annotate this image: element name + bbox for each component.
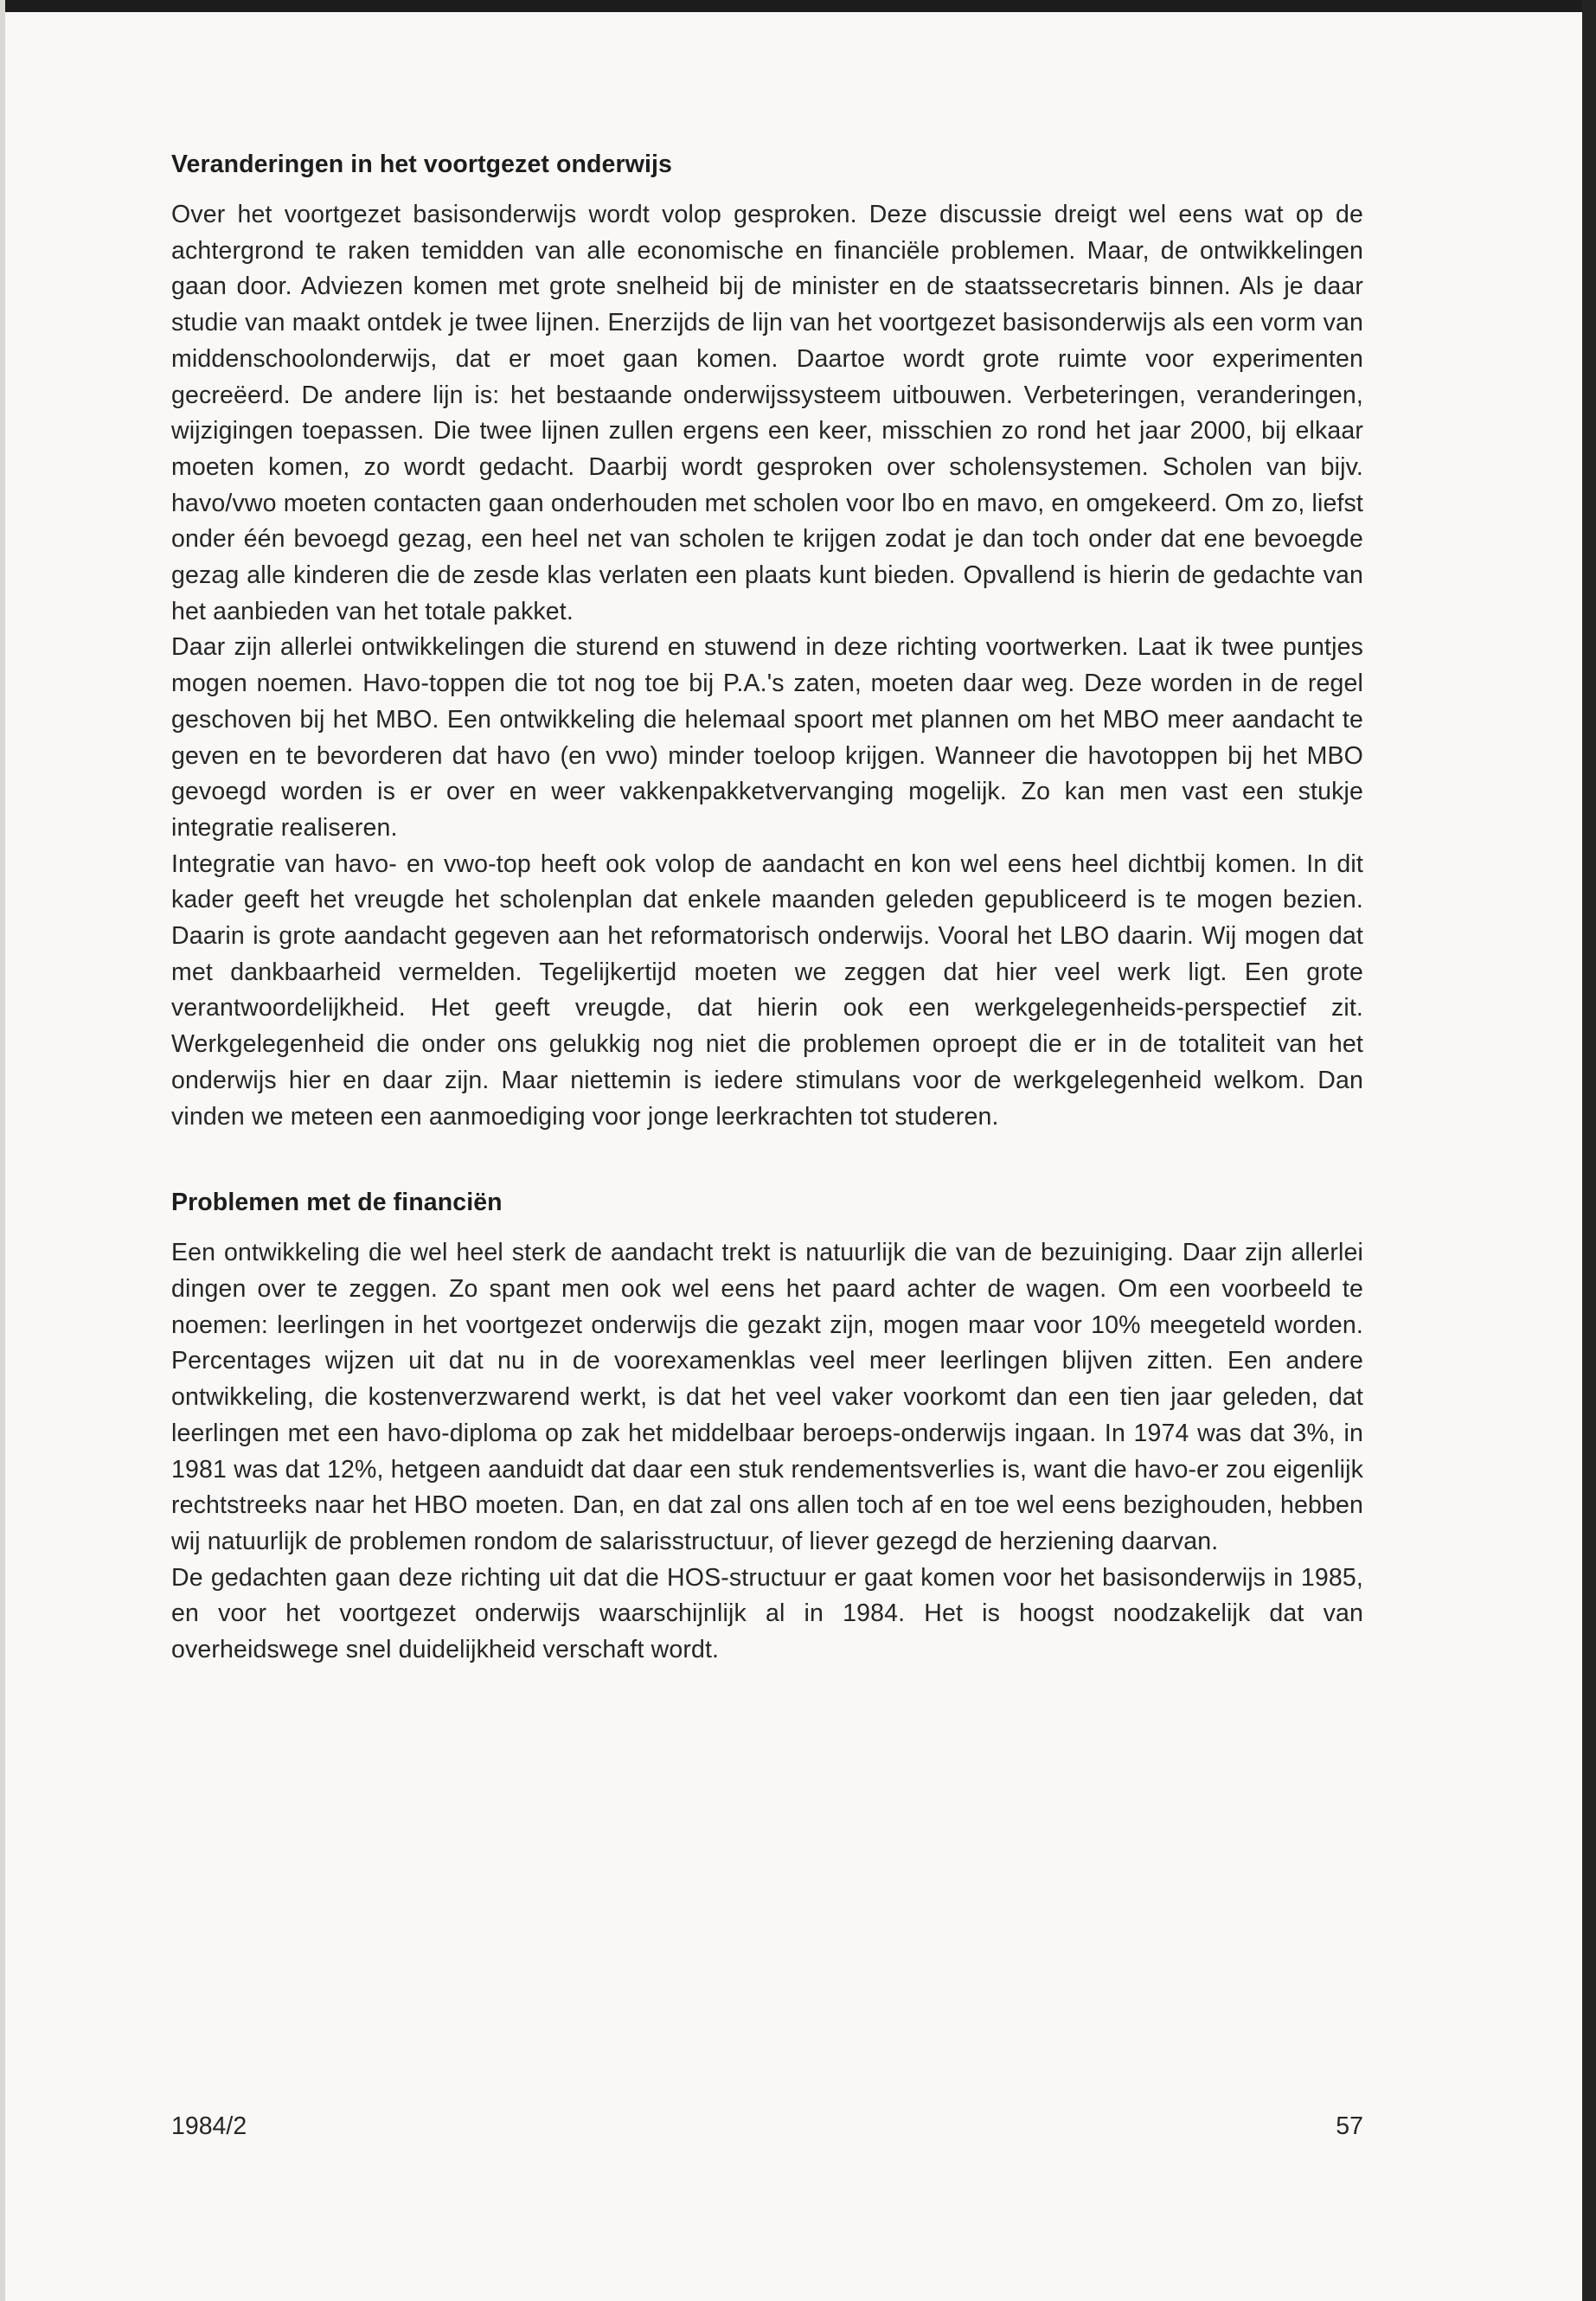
paragraph: Daar zijn allerlei ontwikkelingen die sturend en stuwend in deze richting voortwerken. Laat ik twee puntjes mogen noemen. Havo-toppen die tot nog toe bij P.A.'s zaten, moeten daar weg. Deze worden in de regel geschoven bij het MBO. Een ontwikkeling die helemaal spoort met plannen om het MBO meer aandacht te geven en te bevorderen dat havo (en vwo) minder toeloop krijgen. Wanneer die havotoppen bij het MBO gevoegd worden is er over en weer vakkenpakketvervanging mogelijk. Zo kan men vast een stukje integratie realiseren. (171, 633, 1363, 842)
section-heading-veranderingen: Veranderingen in het voortgezet onderwijs (171, 151, 672, 178)
paragraph: Integratie van havo- en vwo-top heeft ook volop de aandacht en kon wel eens heel dichtbij komen. In dit kader geeft het vreugde het scholenplan dat enkele maanden geleden gepubliceerd is te mogen bezien. Daarin is grote aandacht gegeven aan het reformatorisch onderwijs. Vooral het LBO daarin. Wij mogen dat met dankbaarheid vermelden. Tegelijkertijd moeten we zeggen dat hier veel werk ligt. Een grote verantwoordelijkheid. Het geeft vreugde, dat hierin ook een werkgelegenheids-perspectief zit. Werkgelegenheid die onder ons gelukkig nog niet die problemen oproept die er in de totaliteit van het onderwijs hier en daar zijn. Maar niettemin is iedere stimulans voor de werkgelegenheid welkom. Dan vinden we meteen een aanmoediging voor jonge leerkrachten tot studeren. (171, 849, 1363, 1131)
paragraph: Over het voortgezet basisonderwijs wordt volop gesproken. Deze discussie dreigt wel eens wat op de achtergrond te raken temidden van alle economische en financiële problemen. Maar, de ontwikkelingen gaan door. Adviezen komen met grote snelheid bij de minister en de staatssecretaris binnen. Als je daar studie van maakt ontdek je twee lijnen. Enerzijds de lijn van het voortgezet basisonderwijs als een vorm van middenschoolonderwijs, dat er moet gaan komen. Daartoe wordt grote ruimte voor experimenten gecreëerd. De andere lijn is: het bestaande onderwijssysteem uitbouwen. Verbeteringen, veranderingen, wijzigingen toepassen. Die twee lijnen zullen ergens een keer, misschien zo rond het jaar 2000, bij elkaar moeten komen, zo wordt gedacht. Daarbij wordt gesproken over scholensystemen. Scholen van bijv. havo/vwo moeten contacten gaan onderhouden met scholen voor lbo en mavo, en omgekeerd. Om zo, liefst onder één bevoegd gezag, een heel net van scholen te krijgen zodat je dan toch onder dat ene bevoegde gezag alle kinderen die de zesde klas verlaten een plaats kunt bieden. Opvallend is hierin de gedachte van het aanbieden van het totale pakket. (171, 201, 1363, 625)
article-body (171, 147, 1363, 1669)
scan-border-right (1582, 0, 1596, 2301)
section-heading-financien: Problemen met de financiën (171, 1189, 503, 1217)
issue-label: 1984/2 (171, 2112, 247, 2140)
paragraph: Een ontwikkeling die wel heel sterk de aandacht trekt is natuurlijk die van de bezuiniging. Daar zijn allerlei dingen over te zeggen. Zo spant men ook wel eens het paard achter de wagen. Om een voorbeeld te noemen: leerlingen in het voortgezet onderwijs die gezakt zijn, mogen maar voor 10% meegeteld worden. Percentages wijzen uit dat nu in de voorexamenklas veel meer leerlingen blijven zitten. Een andere ontwikkeling, die kostenverzwarend werkt, is dat het veel vaker voorkomt dan een tien jaar geleden, dat leerlingen met een havo-diploma op zak het middelbaar beroeps-onderwijs ingaan. In 1974 was dat 3%, in 1981 was dat 12%, hetgeen aanduidt dat daar een stuk rendementsverlies is, want die havo-er zou eigenlijk rechtstreeks naar het HBO moeten. Dan, en dat zal ons allen toch af en toe wel eens bezighouden, hebben wij natuurlijk de problemen rondom de salarisstructuur, of liever gezegd de herziening daarvan. (171, 1239, 1363, 1555)
scan-border-top (0, 0, 1596, 12)
paragraph: De gedachten gaan deze richting uit dat die HOS-structuur er gaat komen voor het basisonderwijs in 1985, en voor het voortgezet onderwijs waarschijnlijk al in 1984. Het is hoogst noodzakelijk dat van overheidswege snel duidelijkheid verschaft wordt. (171, 1563, 1363, 1664)
scan-border-left (0, 0, 5, 2301)
page-number: 57 (1336, 2112, 1363, 2140)
